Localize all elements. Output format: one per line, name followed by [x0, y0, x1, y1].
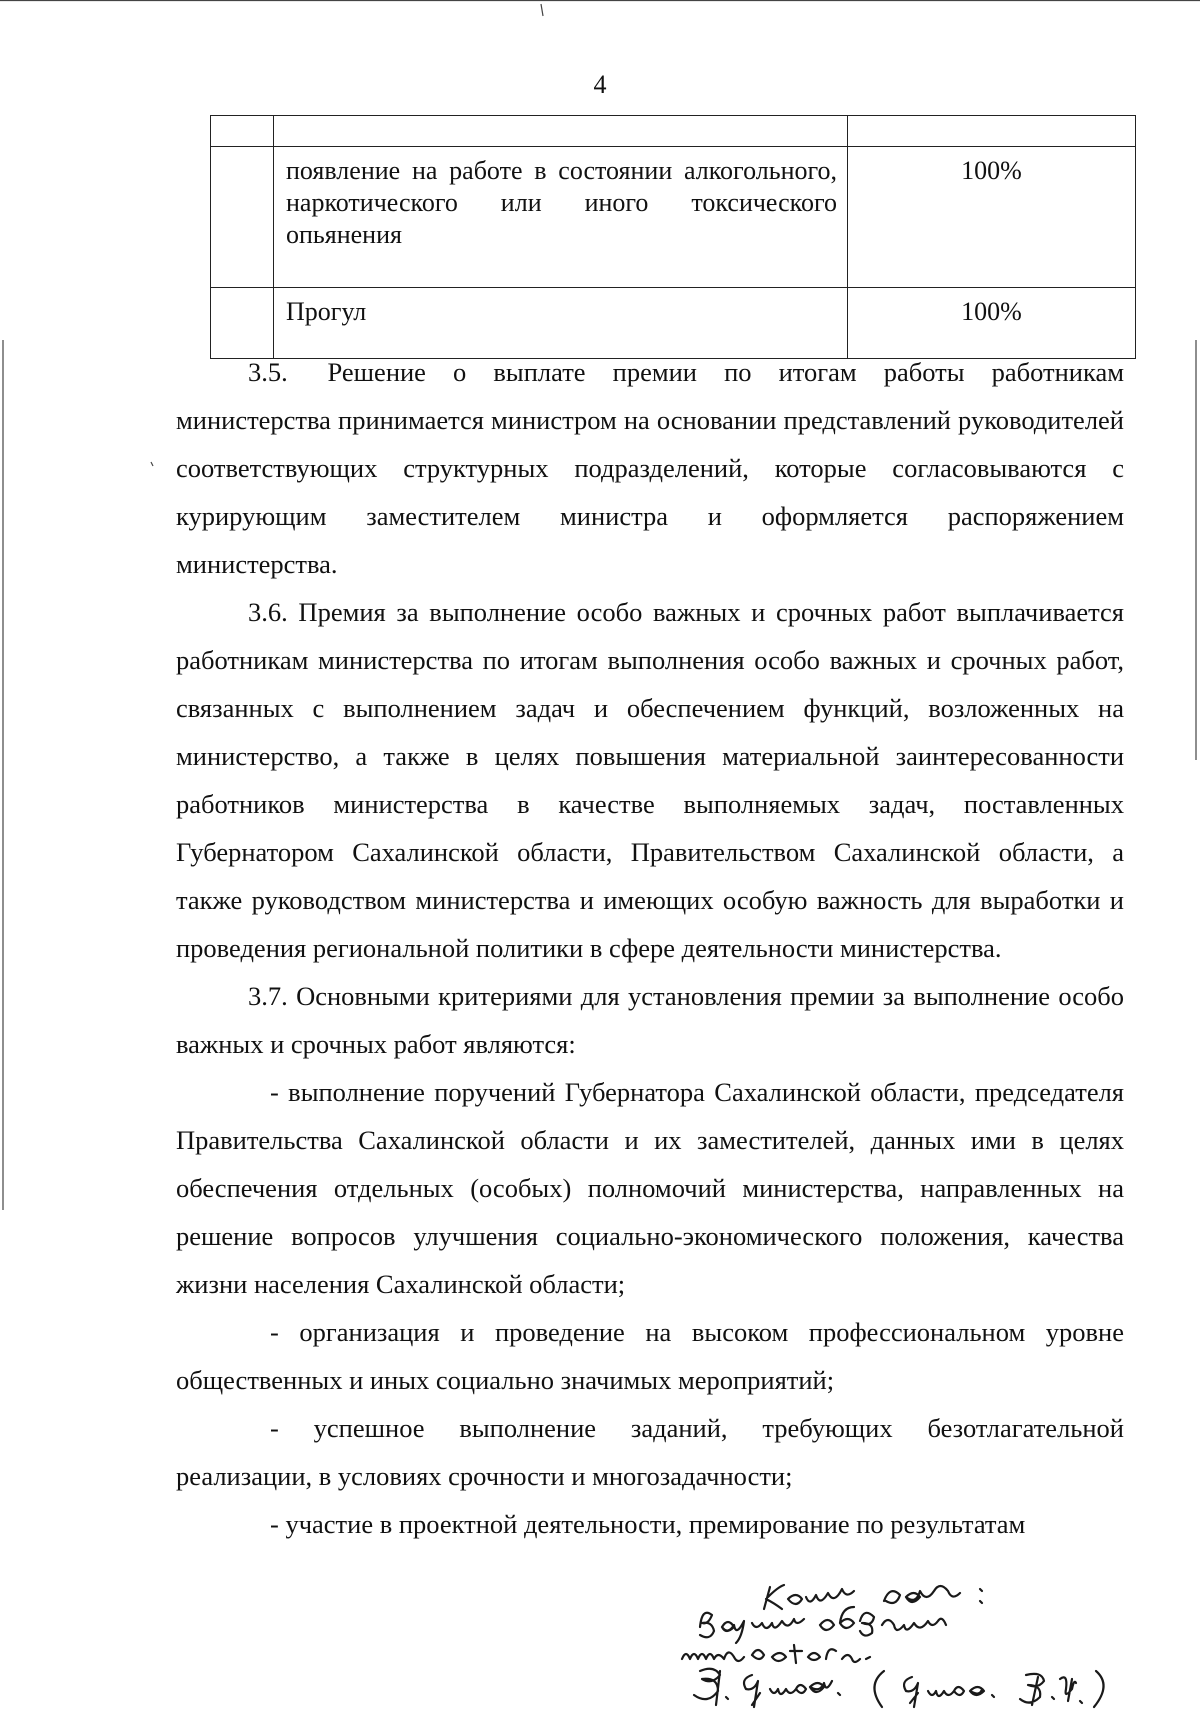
table-cell-desc — [274, 116, 848, 147]
penalty-table — [210, 115, 1136, 359]
criteria-item-2: - организация и проведение на высоком профессиональном уровне общественных и иных социально значимых мероприятий; — [176, 1317, 1124, 1395]
table-cell-desc: появление на работе в состоянии алкогольного, наркотического или иного токсического опьянения — [274, 147, 848, 288]
paragraph-3-7: 3.7. Основными критериями для установления премии за выполнение особо важных и срочных работ являются: — [176, 981, 1124, 1059]
body-text — [176, 348, 1124, 1548]
table-cell-value: 100% — [848, 288, 1136, 359]
handwritten-certification-signature — [660, 1575, 1180, 1710]
table-cell-num — [211, 147, 274, 288]
table-row — [211, 147, 1136, 288]
table-cell-desc: Прогул — [274, 288, 848, 359]
table-cell-value — [848, 116, 1136, 147]
criteria-item-3: - успешное выполнение заданий, требующих безотлагательной реализации, в условиях срочности и многозадачности; — [176, 1413, 1124, 1491]
criteria-item-4: - участие в проектной деятельности, премирование по результатам — [270, 1509, 1026, 1539]
paragraph-3-6: 3.6. Премия за выполнение особо важных и срочных работ выплачивается работникам министерства по итогам выполнения особо важных и срочных работ, связанных с выполнением задач и обеспечением функций, возложенных на министерство, а также в целях повышения материальной заинтересованности работников министерства в качестве выполняемых задач, поставленных Губернатором Сахалинской области, Правительством Сахалинской области, а также руководством министерства и имеющих особую важность для выработки и проведения региональной политики в сфере деятельности министерства. — [176, 597, 1124, 963]
page-number — [0, 70, 1200, 100]
criteria-item-1: - выполнение поручений Губернатора Сахалинской области, председателя Правительства Сахалинской области и их заместителей, данных ими в целях обеспечения отдельных (особых) полномочий министерства, направленных на решение вопросов улучшения социально-экономического положения, качества жизни населения Сахалинской области; — [176, 1077, 1124, 1299]
page-number-text: 4 — [593, 70, 607, 99]
table-cell-num — [211, 116, 274, 147]
table-cell-value: 100% — [848, 147, 1136, 288]
paragraph-3-5: 3.5. Решение о выплате премии по итогам работы работникам министерства принимается министром на основании представлений руководителей соответствующих структурных подразделений, которые согласовываются с курирующим заместителем министра и оформляется распоряжением министерства. — [176, 357, 1124, 579]
table-row — [211, 116, 1136, 147]
